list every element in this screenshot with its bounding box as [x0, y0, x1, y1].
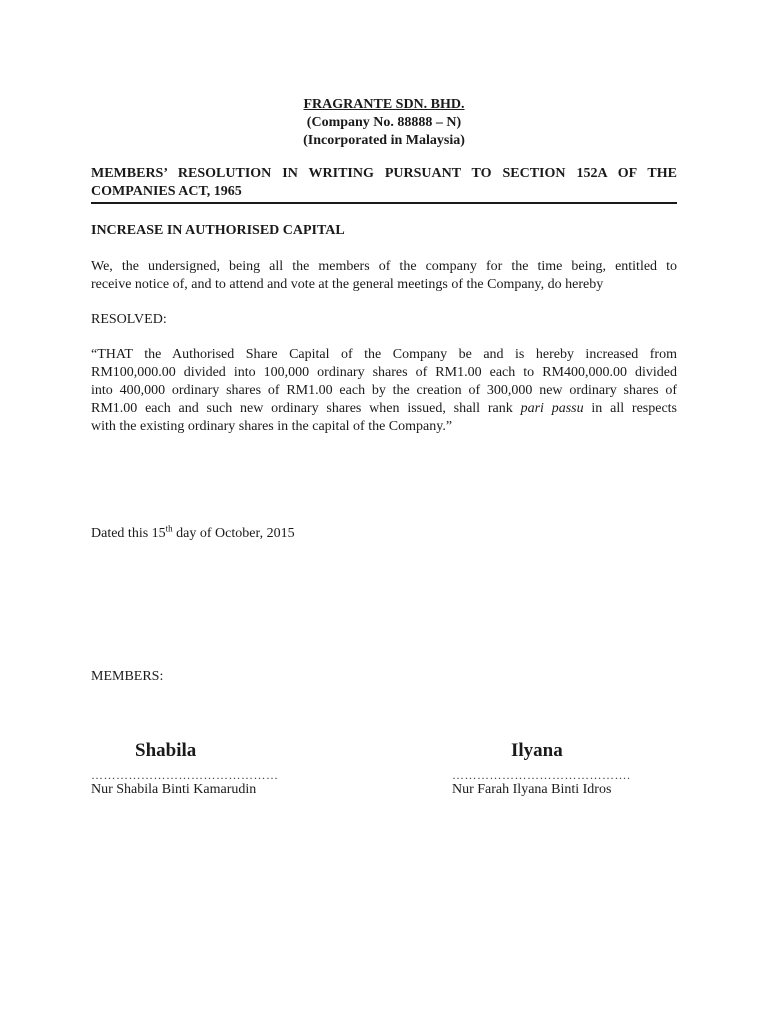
members-label: MEMBERS:: [91, 669, 164, 684]
incorporation-note: (Incorporated in Malaysia): [303, 133, 465, 148]
signature-ilyana: Ilyana: [511, 740, 563, 761]
resolution-paragraph: [91, 346, 677, 436]
intro-line-1: We, the undersigned, being all the members of the company for the time being, entitled to: [91, 259, 677, 274]
intro-line-2: receive notice of, and to attend and vote at the general meetings of the Company, do hereby: [91, 277, 604, 292]
intro-paragraph: [91, 258, 677, 294]
resolution-title-line-2: COMPANIES ACT, 1965: [91, 184, 242, 199]
member-name-1: Nur Shabila Binti Kamarudin: [91, 782, 257, 797]
signature-line-2: …………………………………….: [452, 768, 631, 782]
dated-line: [91, 525, 295, 543]
dated-rest: day of October, 2015: [172, 526, 295, 541]
resolution-line-4-text: RM1.00 each and such new ordinary shares when issued, shall rank: [91, 401, 521, 416]
resolution-document: [91, 0, 677, 1024]
resolution-title-line-1: MEMBERS’ RESOLUTION IN WRITING PURSUANT TO SECTION 152A OF THE: [91, 166, 677, 181]
company-number: (Company No. 88888 – N): [306, 115, 462, 130]
company-name: FRAGRANTE SDN. BHD.: [303, 97, 465, 112]
member-name-2: Nur Farah Ilyana Binti Idros: [452, 782, 612, 797]
pari-passu-term: pari passu: [520, 401, 584, 416]
title-divider: [91, 202, 677, 204]
resolution-line-3: into 400,000 ordinary shares of RM1.00 each by the creation of 300,000 new ordinary shares of: [91, 383, 677, 398]
signature-shabila: Shabila: [135, 740, 197, 761]
resolution-line-4-end: in all respects: [583, 401, 678, 416]
resolved-label: RESOLVED:: [91, 312, 167, 327]
resolution-line-1: “THAT the Authorised Share Capital of the Company be and is hereby increased from: [91, 347, 677, 362]
resolution-line-5: with the existing ordinary shares in the capital of the Company.”: [91, 419, 453, 434]
signature-line-1: ………………………………………: [91, 768, 279, 782]
resolution-title: [91, 165, 677, 201]
dated-prefix: Dated this 15: [91, 526, 166, 541]
dated-ordinal: th: [165, 523, 173, 534]
resolution-line-4: [91, 400, 677, 418]
subject-heading: INCREASE IN AUTHORISED CAPITAL: [91, 223, 345, 238]
resolution-line-2: RM100,000.00 divided into 100,000 ordinary shares of RM1.00 each to RM400,000.00 divided: [91, 365, 677, 380]
